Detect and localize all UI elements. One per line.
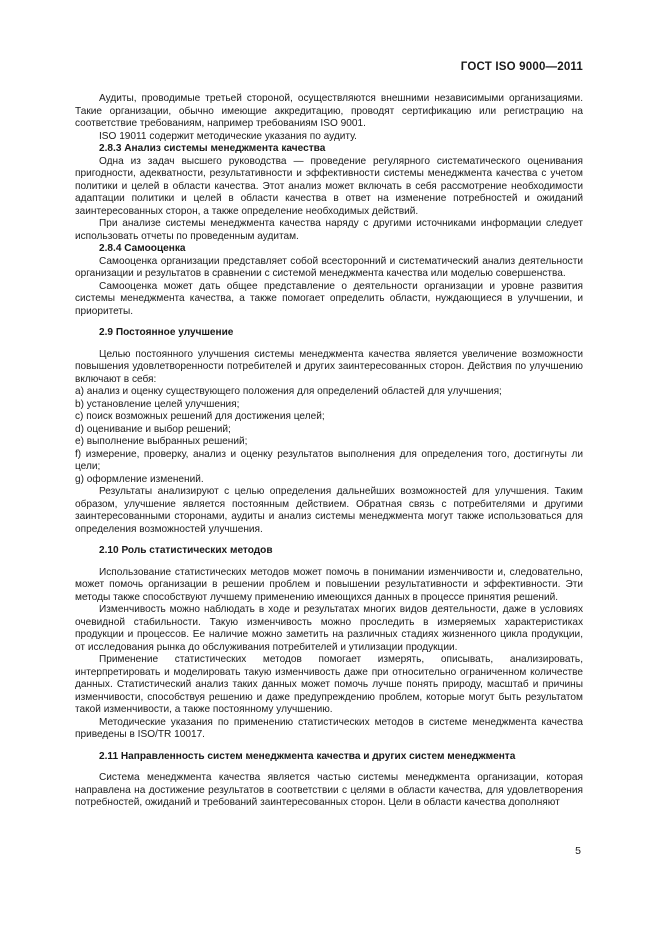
paragraph: Одна из задач высшего руководства — проведение регулярного систематического оценивания пригодности, адекватности, результативности и эффективности системы менеджмента качества с учетом политики и целей в области качества. Этот анализ может включать в себя рассмотрение необходимости адаптации политики и целей в области качества в ответ на изменение потребностей и ожиданий заинтересованных сторон, а также определение необходимых действий. [75,155,583,217]
section-heading: 2.9 Постоянное улучшение [99,327,234,338]
paragraph: ISO 19011 содержит методические указания по аудиту. [99,130,357,142]
list-item: e) выполнение выбранных решений; [75,436,248,447]
paragraph: При анализе системы менеджмента качества наряду с другими источниками информации следует использовать отчеты по проведенным аудитам. [75,218,583,242]
section-heading: 2.10 Роль статистических методов [99,545,273,556]
paragraph: Результаты анализируют с целью определения дальнейших возможностей для улучшения. Таким образом, улучшение является постоянным действием. Обратная связь с потребителями и другими заинтересованными сторонами, аудиты и анализ системы менеджмента могут также использоваться для определения возможностей улучшения. [75,486,583,535]
standard-code-header: ГОСТ ISO 9000—2011 [460,61,583,73]
section-heading: 2.8.4 Самооценка [99,243,186,254]
paragraph: Методические указания по применению статистических методов в системе менеджмента качества приведены в ISO/TR 10017. [75,716,583,740]
paragraph: Самооценка может дать общее представление о деятельности организации и уровне развития системы менеджмента качества, а также помогает определить области, нуждающиеся в улучшении, и приоритеты. [75,280,583,317]
paragraph: Самооценка организации представляет собой всесторонний и систематический анализ деятельности организации и результатов в сравнении с системой менеджмента качества или моделью совершенства. [75,255,583,279]
section-heading: 2.11 Направленность систем менеджмента качества и других систем менеджмента [99,750,516,762]
paragraph: Система менеджмента качества является частью системы менеджмента организации, которая направлена на достижение результатов в соответствии с целями в области качества, для удовлетворения потребностей, ожиданий и требований заинтересованных сторон. Цели в области качества дополняют [75,772,583,808]
paragraph: Использование статистических методов может помочь в понимании изменчивости и, следовательно, может помочь организации в решении проблем и повышении результативности и эффективности. Эти методы также способствуют лучшему применению имеющихся данных в процессе принятия решений. [75,566,583,603]
document-body [75,93,583,810]
paragraph: Целью постоянного улучшения системы менеджмента качества является увеличение возможности повышения удовлетворенности потребителей и других заинтересованных сторон. Действия по улучшению включают в себя: [75,348,583,385]
list-item: d) оценивание и выбор решений; [75,423,231,435]
section-heading: 2.8.3 Анализ системы менеджмента качества [99,143,326,154]
list-item: a) анализ и оценку существующего положения для определений областей для улучшения; [75,386,502,397]
page-number: 5 [575,845,581,857]
list-item: b) установление целей улучшения; [75,398,240,410]
paragraph: Изменчивость можно наблюдать в ходе и результатах многих видов деятельности, даже в условиях очевидной стабильности. Такую изменчивость можно проследить в измеряемых характеристиках продукции и процессов. Ее наличие можно заметить на различных стадиях жизненного цикла продукции, от исследования рынка до обслуживания потребителей и утилизации продукции. [75,604,583,653]
paragraph: Применение статистических методов помогает измерять, описывать, анализировать, интерпретировать и моделировать такую изменчивость даже при относительно ограниченном количестве данных. Статистический анализ таких данных может помочь лучше понять природу, масштаб и причины изменчивости, способствуя решению и даже предупреждению проблем, которые могут быть результатом такой изменчивости, а также постоянному улучшению. [75,654,583,715]
list-item: f) измерение, проверку, анализ и оценку результатов выполнения для определения того, достигнуты ли цели; [75,448,583,472]
list-item: g) оформление изменений. [75,473,204,485]
list-item: c) поиск возможных решений для достижения целей; [75,411,325,422]
paragraph: Аудиты, проводимые третьей стороной, осуществляются внешними независимыми организациями. Такие организации, обычно имеющие аккредитацию, проводят сертификацию или регистрацию на соответствие требованиям, например требованиям ISO 9001. [75,93,583,129]
